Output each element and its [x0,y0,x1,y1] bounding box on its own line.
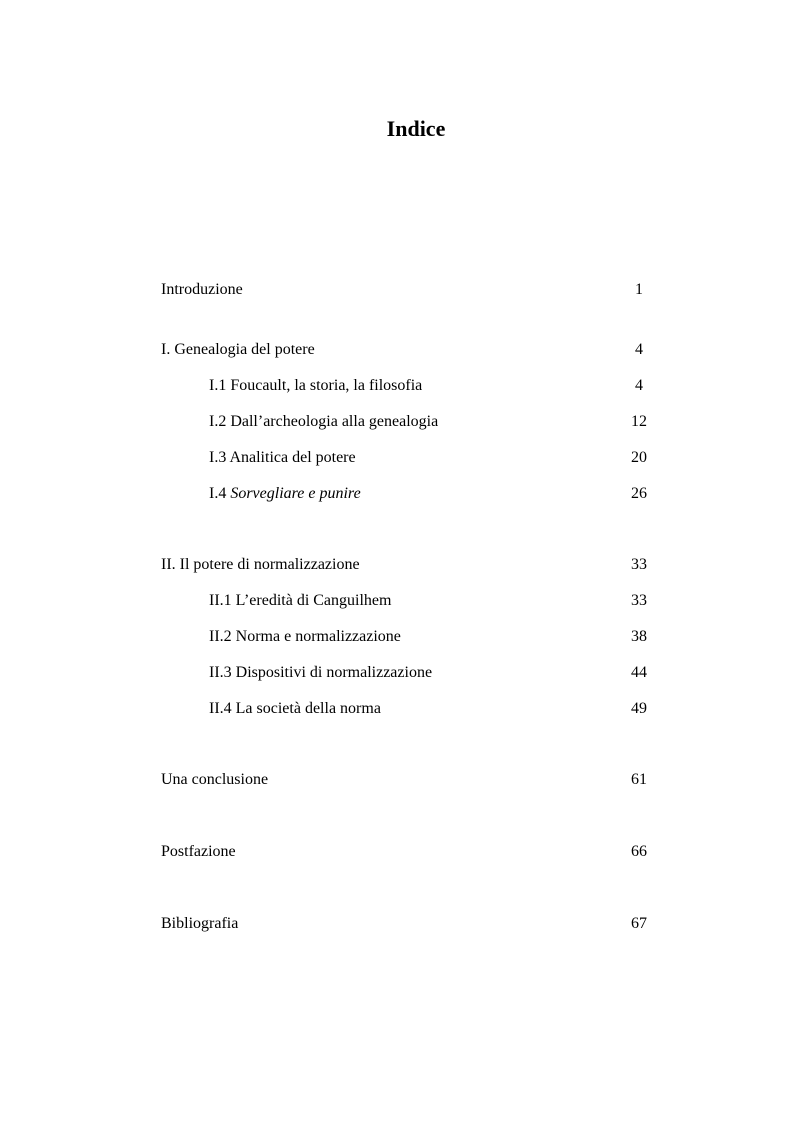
toc-entry-prefix: I.4 [209,485,227,502]
toc-entry-conclusione[interactable] [161,770,647,790]
toc-entry-page: 66 [631,843,647,860]
toc-entry-label: Introduzione [161,281,243,298]
toc-entry-page: 49 [631,700,647,717]
toc-entry-section-1-4[interactable] [209,484,647,504]
toc-entry-label: I. Genealogia del potere [161,341,315,358]
toc-entry-label: Bibliografia [161,915,239,932]
toc-entry-chapter-2[interactable] [161,555,647,575]
toc-entry-page: 67 [631,915,647,932]
toc-entry-page: 61 [631,771,647,788]
toc-entry-page: 4 [635,341,643,358]
toc-entry-section-2-1[interactable] [209,591,647,611]
toc-entry-page: 38 [631,628,647,645]
toc-entry-section-1-2[interactable] [209,412,647,432]
toc-entry-bibliografia[interactable] [161,914,647,934]
toc-entry-page: 44 [631,664,647,681]
toc-entry-label: II.2 Norma e normalizzazione [209,628,401,645]
toc-entry-page: 12 [631,413,647,430]
toc-entry-book-title: Sorvegliare e punire [230,485,361,502]
toc-entry-postfazione[interactable] [161,842,647,862]
toc-entry-page: 4 [635,377,643,394]
toc-entry-label: Una conclusione [161,771,269,788]
toc-entry-page: 1 [635,281,643,298]
toc-entry-label: II.4 La società della norma [209,700,381,717]
toc-entry-section-2-3[interactable] [209,663,647,683]
toc-entry-label: I.1 Foucault, la storia, la filosofia [209,377,423,394]
toc-entry-page: 33 [631,556,647,573]
toc-entry-section-2-2[interactable] [209,627,647,647]
toc-entry-section-1-1[interactable] [209,376,647,396]
toc-entry-page: 26 [631,485,647,502]
toc-entry-label: II.1 L’eredità di Canguilhem [209,592,392,609]
toc-entry-label: Postfazione [161,843,236,860]
toc-entry-page: 20 [631,449,647,466]
toc-entry-label: II.3 Dispositivi di normalizzazione [209,664,433,681]
toc-entry-introduzione[interactable] [161,280,647,300]
toc-entry-chapter-1[interactable] [161,340,647,360]
page-title: Indice [386,116,446,141]
toc-entry-section-1-3[interactable] [209,448,647,468]
toc-entry-label: II. Il potere di normalizzazione [161,556,360,573]
toc-entry-section-2-4[interactable] [209,699,647,719]
toc-entry-label: I.2 Dall’archeologia alla genealogia [209,413,439,430]
toc-entry-label: I.3 Analitica del potere [209,449,356,466]
toc-entry-label [209,484,361,504]
toc-entry-page: 33 [631,592,647,609]
